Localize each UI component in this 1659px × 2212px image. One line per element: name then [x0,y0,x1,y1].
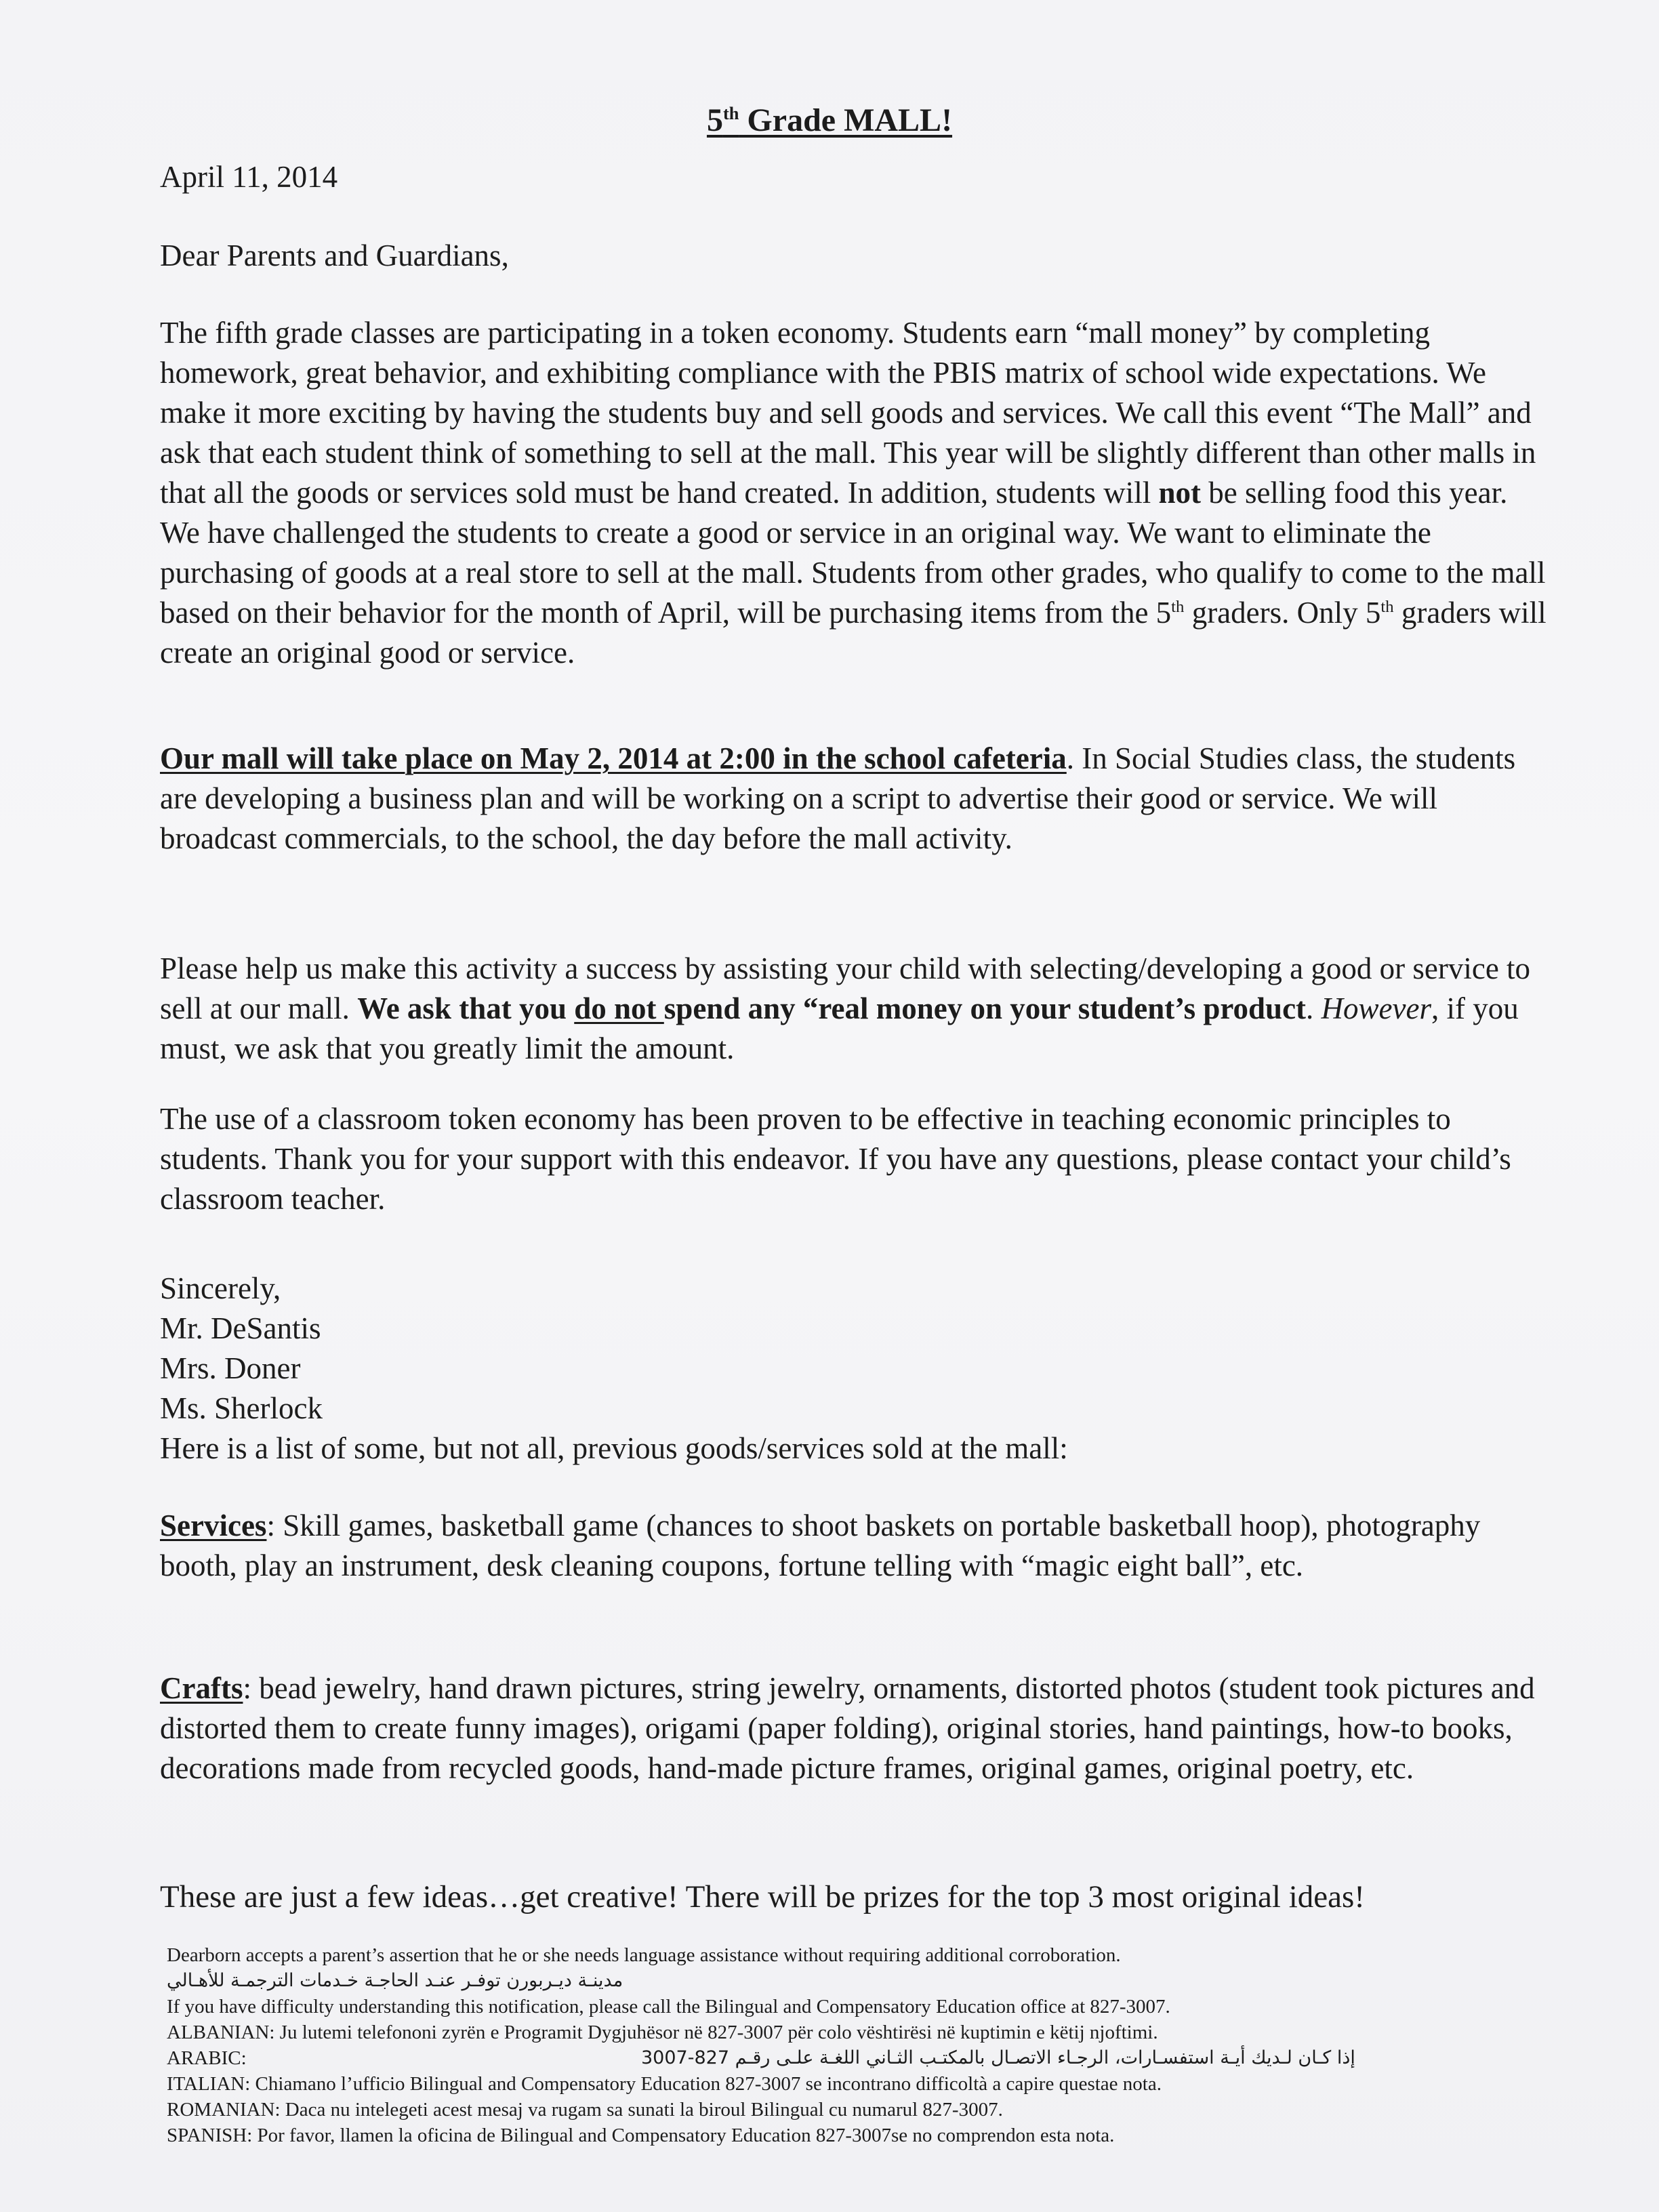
para1-sup2: th [1380,598,1394,616]
footer-arabic-label: ARABIC: [167,2047,247,2069]
para3-part2: . [1306,991,1322,1025]
footer-arabic-text: إذا كـان لـديك أيـة استفسـارات، الرجـاء الاتصـال بالمكتـب الثـاني اللغـة علـى رقـم 827-3007 [641,2047,1355,2068]
list-intro: Here is a list of some, but not all, previous goods/services sold at the mall: [160,1431,1068,1465]
signer-desantis: Mr. DeSantis [160,1311,321,1345]
para1-sup1: th [1171,598,1185,616]
services-label: Services [160,1509,267,1542]
footer-romanian: ROMANIAN: Daca nu intelegeti acest mesaj va rugam sa sunati la biroul Bilingual cu numarul 827-3007. [167,2099,1003,2121]
paragraph-mall-date [160,739,1549,859]
crafts-list [160,1668,1549,1788]
closing-line-text: These are just a few ideas…get creative! There will be prizes for the top 3 most original ideas! [160,1879,1365,1914]
title-text: Grade MALL! [739,102,953,138]
para3-bold1: We ask that you [357,991,575,1025]
para3-however: However [1321,991,1431,1025]
services-text: : Skill games, basketball game (chances to shoot baskets on portable basketball hoop), photography booth, play an instrument, desk cleaning coupons, fortune telling with “magic eight ball”, etc. [160,1509,1481,1582]
signer-doner: Mrs. Doner [160,1351,301,1385]
page-title [0,102,1659,139]
paragraph-token-economy [160,1099,1549,1219]
footer-arabic-notice: مدينـة ديـربورن توفـر عنـد الحاجـة خـدمات الترجمـة للأهـالي [167,1970,623,1991]
title-grade-number: 5 [706,102,723,138]
para1-bold-not: not [1158,476,1201,510]
paragraph-request [160,949,1549,1069]
footer-italian: ITALIAN: Chiamano l’ufficio Bilingual and Compensatory Education 827-3007 se incontrano difficoltà a capire questae nota. [167,2073,1162,2095]
para1-part1: The fifth grade classes are participating in a token economy. Students earn “mall money” by completing homework, great behavior, and exhibiting compliance with the PBIS matrix of school wide expectations. We make it more exciting by having the students buy and sell goods and services. We call this event “The Mall” and ask that each student think of something to sell at the mall. This year will be slightly different than other malls in that all the goods or services sold must be hand created. In addition, students will [160,316,1536,510]
footer-line3: If you have difficulty understanding this notification, please call the Bilingual and Compensatory Education office at 827-3007. [167,1996,1170,2018]
para2-rest: . In Social Studies class, the students are developing a business plan and will be working on a script to advertise their good or service. We will broadcast commercials, to the school, the day before the mall activity. [160,741,1516,855]
footer-arabic-row [167,2045,1522,2071]
mall-date-highlight: Our mall will take place on May 2, 2014 at 2:00 in the school cafeteria [160,741,1067,775]
para3-do-not: do not [574,991,664,1025]
salutation-text: Dear Parents and Guardians, [160,239,509,272]
closing-text: Sincerely, [160,1271,281,1305]
services-list [160,1506,1549,1586]
language-assistance-footer [167,1942,1522,2148]
date-text: April 11, 2014 [160,160,338,194]
letter-date [160,157,1549,197]
para4-text: The use of a classroom token economy has been proven to be effective in teaching economic principles to students. Thank you for your support with this endeavor. If you have any questions, please contact your child’s classroom teacher. [160,1102,1511,1216]
para3-bold2: spend any “real money on your student’s product [663,991,1307,1025]
footer-spanish: SPANISH: Por favor, llamen la oficina de Bilingual and Compensatory Education 827-3007se no comprendon esta nota. [167,2125,1115,2146]
para1-part4: graders will create an original good or service. [160,596,1547,670]
footer-albanian: ALBANIAN: Ju lutemi telefononi zyrën e Programit Dygjuhësor në 827-3007 për colo vështirësi në kuptimin e këtij njoftimi. [167,2022,1158,2043]
para1-part3: graders. Only 5 [1184,596,1381,630]
para3-part3: , if you must, we ask that you greatly limit the amount. [160,991,1519,1065]
crafts-text: : bead jewelry, hand drawn pictures, string jewelry, ornaments, distorted photos (student took pictures and distorted them to create funny images), origami (paper folding), original stories, hand paintings, how-to books, decorations made from recycled goods, hand-made picture frames, original games, original poetry, etc. [160,1671,1535,1785]
salutation [160,236,1549,276]
footer-line1: Dearborn accepts a parent’s assertion that he or she needs language assistance without requiring additional corroboration. [167,1944,1121,1966]
closing-line [160,1877,1549,1917]
title-superscript: th [722,103,739,123]
signature-block [160,1269,1549,1469]
paragraph-intro [160,313,1549,673]
crafts-label: Crafts [160,1671,243,1705]
para1-part2: be selling food this year. We have challenged the students to create a good or service in an original way. We want to eliminate the purchasing of goods at a real store to sell at the mall. Students from other grades, who qualify to come to the mall based on their behavior for the month of April, will be purchasing items from the 5 [160,476,1546,630]
para3-part1: Please help us make this activity a success by assisting your child with selecting/developing a good or service to sell at our mall. [160,951,1531,1025]
signer-sherlock: Ms. Sherlock [160,1391,323,1425]
